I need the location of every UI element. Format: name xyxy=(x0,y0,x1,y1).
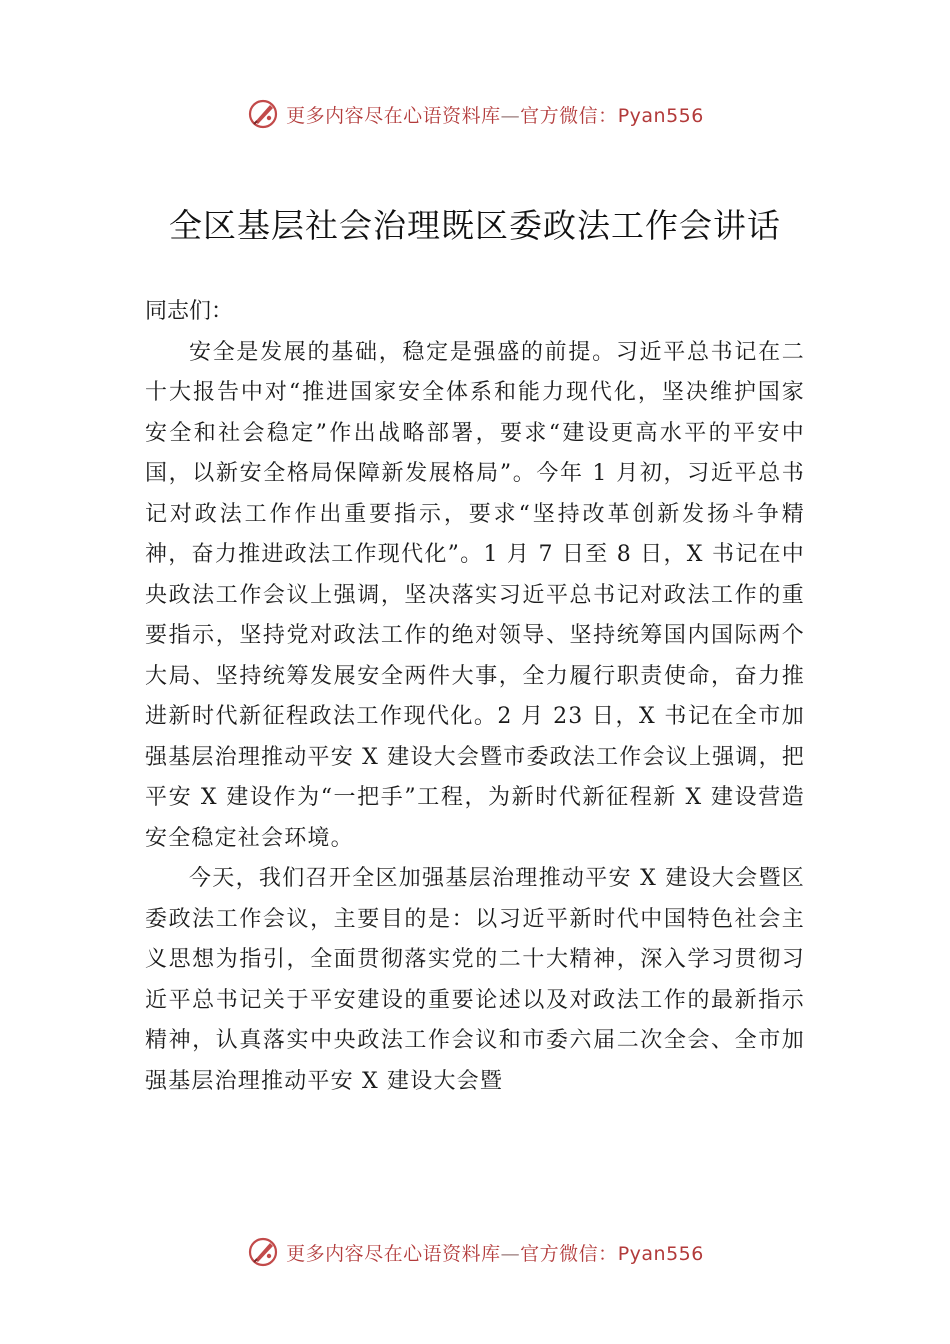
body-paragraph: 今天，我们召开全区加强基层治理推动平安 X 建设大会暨区委政法工作会议，主要目的是：以习近平新时代中国特色社会主义思想为指引，全面贯彻落实党的二十大精神，深入学习贯彻习近平总书记关于平安建设的重要论述以及对政法工作的最新指示精神，认真落实中央政法工作会议和市委六届二次全会、全市加强基层治理推动平安 X 建设大会暨 xyxy=(145,866,805,1094)
quill-logo-icon xyxy=(246,1235,280,1269)
document-title: 全区基层社会治理既区委政法工作会讲话 xyxy=(169,206,781,245)
salutation: 同志们： xyxy=(145,299,234,324)
banner-separator: — xyxy=(500,1242,521,1265)
quill-logo-icon xyxy=(246,97,280,131)
footer-banner xyxy=(0,1232,950,1272)
banner-main-text: 更多内容尽在心语资料库 xyxy=(286,104,501,127)
banner-wechat-label: 官方微信： xyxy=(520,1242,618,1265)
banner-wechat-id: Pyan556 xyxy=(617,1242,704,1265)
banner-text xyxy=(286,1239,704,1266)
banner-separator: — xyxy=(500,104,521,127)
banner-wechat-label: 官方微信： xyxy=(520,104,618,127)
banner-wechat-id: Pyan556 xyxy=(617,104,704,127)
banner-text xyxy=(286,101,704,128)
body-paragraph: 安全是发展的基础，稳定是强盛的前提。习近平总书记在二十大报告中对“推进国家安全体系和能力现代化，坚决维护国家安全和社会稳定”作出战略部署，要求“建设更高水平的平安中国，以新安全格局保障新发展格局”。今年 1 月初，习近平总书记对政法工作作出重要指示，要求“坚持改革创新发扬斗争精神，奋力推进政法工作现代化”。1 月 7 日至 8 日，X 书记在中央政法工作会议上强调，坚决落实习近平总书记对政法工作的重要指示，坚持党对政法工作的绝对领导、坚持统筹国内国际两个大局、坚持统筹发展安全两件大事，全力履行职责使命，奋力推进新时代新征程政法工作现代化。2 月 23 日，X 书记在全市加强基层治理推动平安 X 建设大会暨市委政法工作会议上强调，把平安 X 建设作为“一把手”工程，为新时代新征程新 X 建设营造安全稳定社会环境。 xyxy=(145,339,805,851)
document-body xyxy=(145,292,805,1102)
banner-main-text: 更多内容尽在心语资料库 xyxy=(286,1242,501,1265)
header-banner xyxy=(0,94,950,134)
